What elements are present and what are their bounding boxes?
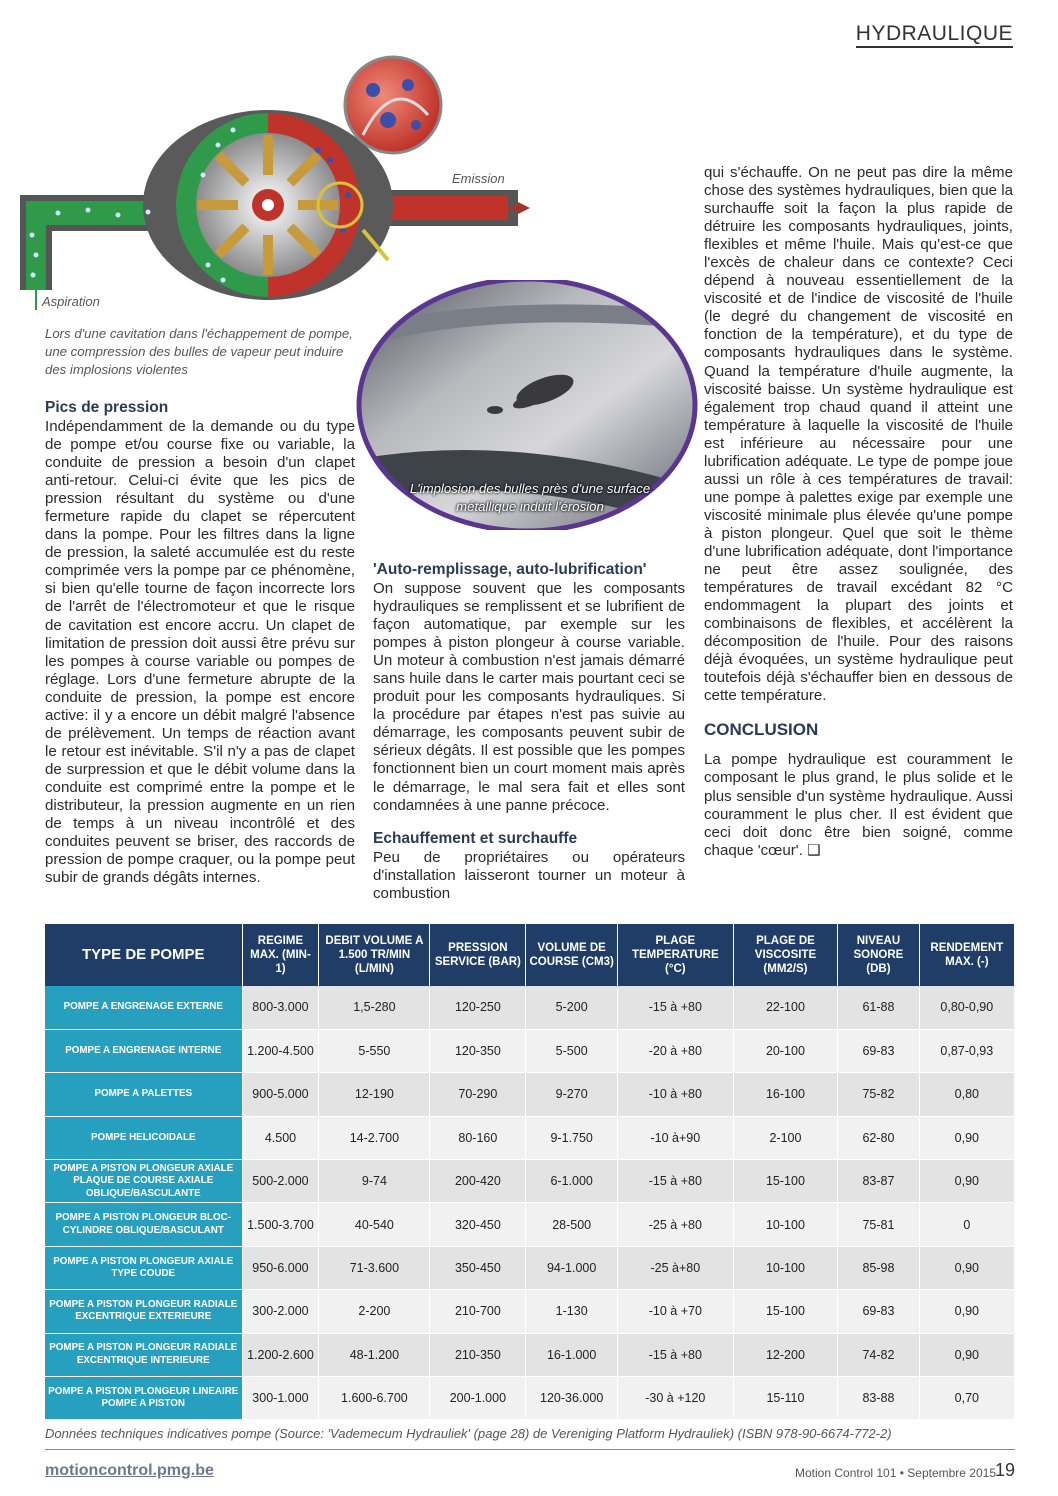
table-cell-value: 16-1.000 xyxy=(526,1333,618,1376)
aspiration-label: Aspiration xyxy=(42,294,100,309)
table-cell-value: -30 à +120 xyxy=(617,1377,733,1420)
table-cell-value: 0,90 xyxy=(919,1333,1014,1376)
table-cell-value: 5-500 xyxy=(526,1029,618,1072)
table-cell-value: 120-350 xyxy=(430,1029,526,1072)
table-cell-value: -10 à+90 xyxy=(617,1116,733,1159)
table-cell-value: 48-1.200 xyxy=(319,1333,430,1376)
table-cell-value: 83-88 xyxy=(838,1377,919,1420)
table-cell-value: 500-2.000 xyxy=(242,1160,319,1203)
table-cell-pump-type: POMPE A ENGRENAGE EXTERNE xyxy=(45,986,242,1029)
table-cell-value: 200-1.000 xyxy=(430,1377,526,1420)
table-cell-value: 28-500 xyxy=(526,1203,618,1246)
table-cell-value: 10-100 xyxy=(733,1203,838,1246)
table-cell-value: 300-2.000 xyxy=(242,1290,319,1333)
table-cell-value: 0,80-0,90 xyxy=(919,986,1014,1029)
table-cell-value: 61-88 xyxy=(838,986,919,1029)
table-cell-value: 2-200 xyxy=(319,1290,430,1333)
table-row xyxy=(45,1203,1015,1246)
article-column-1 xyxy=(45,398,355,887)
table-row xyxy=(45,1333,1015,1376)
table-row xyxy=(45,1116,1015,1159)
table-cell-value: 83-87 xyxy=(838,1160,919,1203)
table-row xyxy=(45,1377,1015,1420)
table-cell-value: 69-83 xyxy=(838,1029,919,1072)
table-cell-value: 40-540 xyxy=(319,1203,430,1246)
article-column-2 xyxy=(373,560,685,903)
table-cell-value: 74-82 xyxy=(838,1333,919,1376)
table-cell-value: 15-100 xyxy=(733,1290,838,1333)
table-cell-pump-type: POMPE A ENGRENAGE INTERNE xyxy=(45,1029,242,1072)
table-cell-pump-type: POMPE A PISTON PLONGEUR RADIALE EXCENTRIQUE INTERIEURE xyxy=(45,1333,242,1376)
table-cell-value: 1.200-2.600 xyxy=(242,1333,319,1376)
heading-conclusion: CONCLUSION xyxy=(704,720,819,740)
table-cell-value: 1-130 xyxy=(526,1290,618,1333)
table-cell-value: 5-200 xyxy=(526,986,618,1029)
table-cell-value: 70-290 xyxy=(430,1073,526,1116)
table-cell-value: 14-2.700 xyxy=(319,1116,430,1159)
pump-cavitation-illustration xyxy=(18,55,530,315)
table-cell-value: 6-1.000 xyxy=(526,1160,618,1203)
paragraph-echauffement-start: Peu de propriétaires ou opérateurs d'installation laisseront tourner un moteur à combustion xyxy=(373,848,685,902)
table-cell-value: 350-450 xyxy=(430,1246,526,1289)
table-cell-value: 9-74 xyxy=(319,1160,430,1203)
table-cell-value: 800-3.000 xyxy=(242,986,319,1029)
table-row xyxy=(45,1029,1015,1072)
table-cell-value: 12-190 xyxy=(319,1073,430,1116)
table-cell-pump-type: POMPE HELICOIDALE xyxy=(45,1116,242,1159)
table-row xyxy=(45,1073,1015,1116)
table-cell-value: 0 xyxy=(919,1203,1014,1246)
table-cell-value: -25 à +80 xyxy=(617,1203,733,1246)
table-cell-value: 75-81 xyxy=(838,1203,919,1246)
table-cell-value: 75-82 xyxy=(838,1073,919,1116)
table-cell-value: -15 à +80 xyxy=(617,986,733,1029)
table-cell-value: 15-100 xyxy=(733,1160,838,1203)
table-cell-pump-type: POMPE A PISTON PLONGEUR RADIALE EXCENTRIQUE EXTERIEURE xyxy=(45,1290,242,1333)
table-cell-value: 94-1.000 xyxy=(526,1246,618,1289)
table-cell-value: 20-100 xyxy=(733,1029,838,1072)
table-cell-value: 10-100 xyxy=(733,1246,838,1289)
table-cell-value: 210-350 xyxy=(430,1333,526,1376)
table-cell-value: 1.600-6.700 xyxy=(319,1377,430,1420)
heading-auto-remplissage: 'Auto-remplissage, auto-lubrification' xyxy=(373,561,647,578)
header-regime-max: REGIME MAX. (MIN-1) xyxy=(242,924,319,986)
table-cell-value: 900-5.000 xyxy=(242,1073,319,1116)
table-cell-value: 0,70 xyxy=(919,1377,1014,1420)
heading-pics-de-pression: Pics de pression xyxy=(45,399,169,416)
table-row xyxy=(45,986,1015,1029)
table-cell-value: 69-83 xyxy=(838,1290,919,1333)
table-row xyxy=(45,1290,1015,1333)
table-cell-value: 16-100 xyxy=(733,1073,838,1116)
header-plage-temperature: PLAGE TEMPERATURE (°C) xyxy=(617,924,733,986)
table-cell-value: -15 à +80 xyxy=(617,1333,733,1376)
table-cell-value: 22-100 xyxy=(733,986,838,1029)
pump-caption: Lors d'une cavitation dans l'échappement de pompe, une compression des bulles de vapeur peut induire des implosions violentes xyxy=(45,326,353,377)
header-pression-service: PRESSION SERVICE (BAR) xyxy=(430,924,526,986)
footer-divider xyxy=(45,1449,1015,1450)
table-source-note: Données techniques indicatives pompe (Source: 'Vademecum Hydrauliek' (page 28) de Vereniging Platform Hydrauliek) (ISBN 978-90-6674-772-2) xyxy=(45,1426,892,1441)
table-cell-value: -15 à +80 xyxy=(617,1160,733,1203)
table-cell-value: 85-98 xyxy=(838,1246,919,1289)
page-number: 19 xyxy=(994,1460,1015,1480)
table-cell-value: -25 à+80 xyxy=(617,1246,733,1289)
table-cell-value: 80-160 xyxy=(430,1116,526,1159)
header-debit-volume: DEBIT VOLUME A 1.500 TR/MIN (L/MIN) xyxy=(319,924,430,986)
table-cell-value: 200-420 xyxy=(430,1160,526,1203)
table-cell-value: 71-3.600 xyxy=(319,1246,430,1289)
header-rendement-max: RENDEMENT MAX. (-) xyxy=(919,924,1014,986)
footer-site-link[interactable]: motioncontrol.pmg.be xyxy=(45,1462,214,1479)
table-cell-value: -10 à +80 xyxy=(617,1073,733,1116)
table-row xyxy=(45,1246,1015,1289)
header-type-de-pompe: TYPE DE POMPE xyxy=(45,924,242,986)
paragraph-echauffement-cont: qui s'échauffe. On ne peut pas dire la même chose des systèmes hydrauliques, bien que la surchauffe soit la façon la plus rapide de détruire les composants hydrauliques, joints, flexibles et même l'huile. Mais qu'est-ce que l'excès de chaleur dans ce contexte? Ceci dépend à nouveau essentiellement de la viscosité et de l'indice de viscosité de l'huile (le degré du changement de viscosité en fonction de la température), et du type de composants hydrauliques dans le système. Quand la température d'huile augmente, la viscosité baisse. Un système hydraulique est également trop chaud quand il atteint une température à laquelle la viscosité de l'huile est inférieure au nécessaire pour une lubrification adéquate. Le type de pompe joue aussi un rôle à ces températures de travail: une pompe à palettes exige par exemple une viscosité minimale plus élevée qu'une pompe à piston plongeur. Quel que soit le thème d'une lubrification adéquate, dont l'importance ne peut être assez soulignée, des températures de travail excédant 82 °C endommagent la plupart des joints et combinaisons de flexibles, et accélèrent la décomposition de l'huile. Pour des raisons déjà évoquées, un système hydraulique peut toutefois déjà s'échauffer bien en dessous de cette température. xyxy=(704,164,1013,705)
table-cell-value: 210-700 xyxy=(430,1290,526,1333)
header-volume-course: VOLUME DE COURSE (CM3) xyxy=(526,924,618,986)
erosion-caption: L'implosion des bulles près d'une surface métallique induit l'érosion xyxy=(409,481,651,514)
emission-label: Emission xyxy=(452,171,505,186)
table-cell-value: -20 à +80 xyxy=(617,1029,733,1072)
paragraph-pics-de-pression: Indépendamment de la demande ou du type de pompe et/ou course fixe ou variable, la conduite de pression a besoin d'un clapet anti-retour. Celui-ci évite que les pics de pression résultant du système ou d'une fermeture rapide du clapet se répercutent dans la pompe. Pour les filtres dans la ligne de pression, la saleté accumulée est du reste comprimée vers la pompe par ce phénomène, si bien qu'elle tourne de façon incorrecte lors de l'arrêt de l'électromoteur et que le risque de cavitation est encore accru. Un clapet de limitation de pression doit aussi être prévu sur les pompes à course variable ou pompes de réglage. Lors d'une fermeture abrupte de la conduite de pression, la pompe est encore active: il y a encore un débit malgré l'absence de prélèvement. Un temps de réaction avant le retour est inévitable. S'il n'y a pas de clapet de surpression et que le débit volume dans la conduite est comprimé entre la pompe et le distributeur, la pression augmente en un rien de temps à un niveau incontrôlé et des conduites peuvent se briser, des raccords de pression de pompe craquer, ou la pompe peut subir de grands dégâts internes. xyxy=(45,418,355,887)
table-cell-value: -10 à +70 xyxy=(617,1290,733,1333)
table-cell-pump-type: POMPE A PISTON PLONGEUR LINEAIRE POMPE A PISTON xyxy=(45,1377,242,1420)
pump-data-table xyxy=(45,924,1015,1420)
header-niveau-sonore: NIVEAU SONORE (DB) xyxy=(838,924,919,986)
table-header-row xyxy=(45,924,1015,986)
paragraph-conclusion xyxy=(704,751,1013,859)
table-cell-value: 0,90 xyxy=(919,1290,1014,1333)
section-tag: HYDRAULIQUE xyxy=(856,22,1013,48)
paragraph-auto-remplissage: On suppose souvent que les composants hydrauliques se remplissent et se lubrifient de façon automatique, par exemple sur les pompes à piston plongeur à course variable. Un moteur à combustion n'est jamais démarré sans huile dans le carter mais pourtant ceci se produit pour les composants hydrauliques. Si la procédure par étapes n'est pas suivie au démarrage, les composants peuvent subir de sérieux dégâts. Il est possible que les pompes fonctionnent bien un court moment mais après le démarrage, le mal sera fait et elles sont condamnées à une panne précoce. xyxy=(373,580,685,814)
table-cell-value: 1.200-4.500 xyxy=(242,1029,319,1072)
table-cell-pump-type: POMPE A PISTON PLONGEUR AXIALE PLAQUE DE COURSE AXIALE OBLIQUE/BASCULANTE xyxy=(45,1160,242,1203)
end-mark-icon: ❑ xyxy=(807,841,821,859)
table-row xyxy=(45,1160,1015,1203)
table-cell-value: 0,80 xyxy=(919,1073,1014,1116)
table-cell-value: 9-270 xyxy=(526,1073,618,1116)
table-cell-pump-type: POMPE A PALETTES xyxy=(45,1073,242,1116)
table-cell-value: 12-200 xyxy=(733,1333,838,1376)
table-cell-value: 0,90 xyxy=(919,1246,1014,1289)
table-cell-value: 4.500 xyxy=(242,1116,319,1159)
footer-issue: Motion Control 101 • Septembre 2015 xyxy=(795,1466,996,1480)
table-cell-value: 62-80 xyxy=(838,1116,919,1159)
table-cell-value: 1.500-3.700 xyxy=(242,1203,319,1246)
table-cell-pump-type: POMPE A PISTON PLONGEUR BLOC-CYLINDRE OBLIQUE/BASCULANT xyxy=(45,1203,242,1246)
header-plage-viscosite: PLAGE DE VISCOSITE (MM2/S) xyxy=(733,924,838,986)
table-cell-value: 320-450 xyxy=(430,1203,526,1246)
table-cell-value: 15-110 xyxy=(733,1377,838,1420)
heading-echauffement: Echauffement et surchauffe xyxy=(373,829,578,847)
table-cell-value: 0,90 xyxy=(919,1160,1014,1203)
table-cell-value: 2-100 xyxy=(733,1116,838,1159)
table-cell-value: 120-250 xyxy=(430,986,526,1029)
table-cell-value: 0,90 xyxy=(919,1116,1014,1159)
table-cell-value: 5-550 xyxy=(319,1029,430,1072)
table-cell-value: 0,87-0,93 xyxy=(919,1029,1014,1072)
table-cell-value: 1,5-280 xyxy=(319,986,430,1029)
table-cell-value: 120-36.000 xyxy=(526,1377,618,1420)
table-cell-pump-type: POMPE A PISTON PLONGEUR AXIALE TYPE COUDE xyxy=(45,1246,242,1289)
table-cell-value: 300-1.000 xyxy=(242,1377,319,1420)
table-cell-value: 9-1.750 xyxy=(526,1116,618,1159)
table-cell-value: 950-6.000 xyxy=(242,1246,319,1289)
article-column-3 xyxy=(704,164,1013,860)
conclusion-text: La pompe hydraulique est couramment le composant le plus grand, le plus solide et le plus sensible d'un système hydraulique. Aussi couramment le plus cher. Il est évident que ceci doit donc être bien soigné, comme chaque 'cœur'. xyxy=(704,751,1013,859)
